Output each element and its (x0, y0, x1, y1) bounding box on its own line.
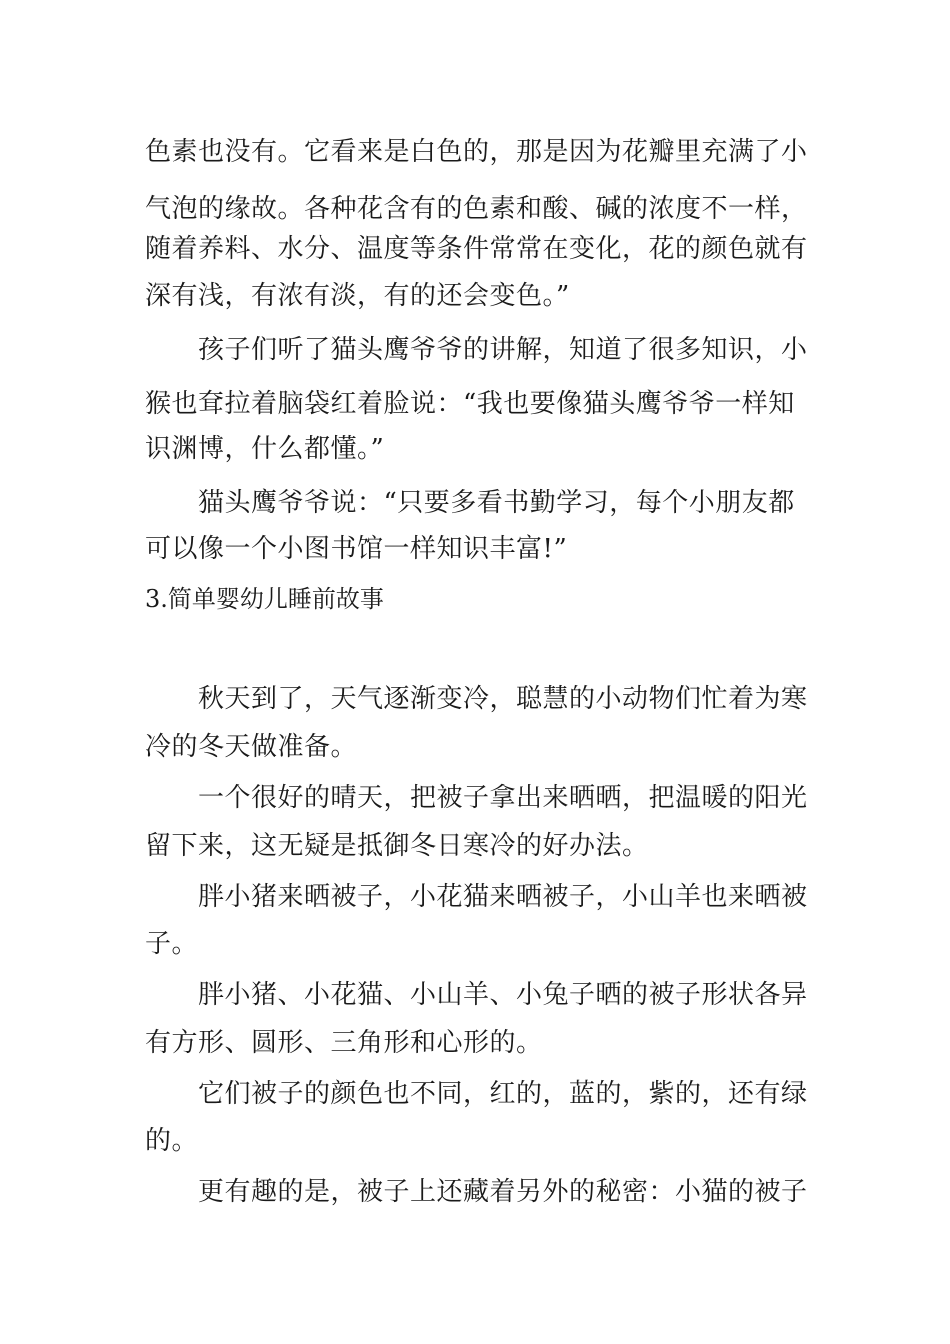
paragraph-line: 识渊博，什么都懂。” (145, 434, 385, 464)
paragraph-line: 色素也没有。它看来是白色的，那是因为花瓣里充满了小 (145, 137, 808, 167)
paragraph-line: 更有趣的是，被子上还藏着另外的秘密：小猫的被子 (198, 1177, 808, 1207)
paragraph-line: 胖小猪来晒被子，小花猫来晒被子，小山羊也来晒被 (198, 882, 808, 912)
paragraph-line: 可以像一个小图书馆一样知识丰富!” (145, 534, 568, 564)
paragraph-line: 猫头鹰爷爷说：“只要多看书勤学习，每个小朋友都 (198, 488, 795, 518)
paragraph-line: 随着养料、水分、温度等条件常常在变化，花的颜色就有 (145, 234, 808, 264)
paragraph-line: 孩子们听了猫头鹰爷爷的讲解，知道了很多知识，小 (198, 335, 808, 365)
paragraph-line: 胖小猪、小花猫、小山羊、小兔子晒的被子形状各异 (198, 980, 808, 1010)
paragraph-line: 秋天到了，天气逐渐变冷，聪慧的小动物们忙着为寒 (198, 684, 808, 714)
paragraph-line: 猴也耷拉着脑袋红着脸说：“我也要像猫头鹰爷爷一样知 (145, 389, 795, 419)
section-heading: 3.简单婴幼儿睡前故事 (145, 585, 384, 613)
paragraph-line: 深有浅，有浓有淡，有的还会变色。” (145, 281, 570, 311)
paragraph-line: 气泡的缘故。各种花含有的色素和酸、碱的浓度不一样， (145, 194, 808, 224)
paragraph-line: 的。 (145, 1126, 199, 1156)
paragraph-line: 留下来，这无疑是抵御冬日寒冷的好办法。 (145, 831, 649, 861)
paragraph-line: 它们被子的颜色也不同，红的，蓝的，紫的，还有绿 (198, 1079, 808, 1109)
paragraph-line: 子。 (145, 929, 199, 959)
paragraph-line: 有方形、圆形、三角形和心形的。 (145, 1028, 543, 1058)
paragraph-line: 冷的冬天做准备。 (145, 732, 358, 762)
paragraph-line: 一个很好的晴天，把被子拿出来晒晒，把温暖的阳光 (198, 783, 808, 813)
